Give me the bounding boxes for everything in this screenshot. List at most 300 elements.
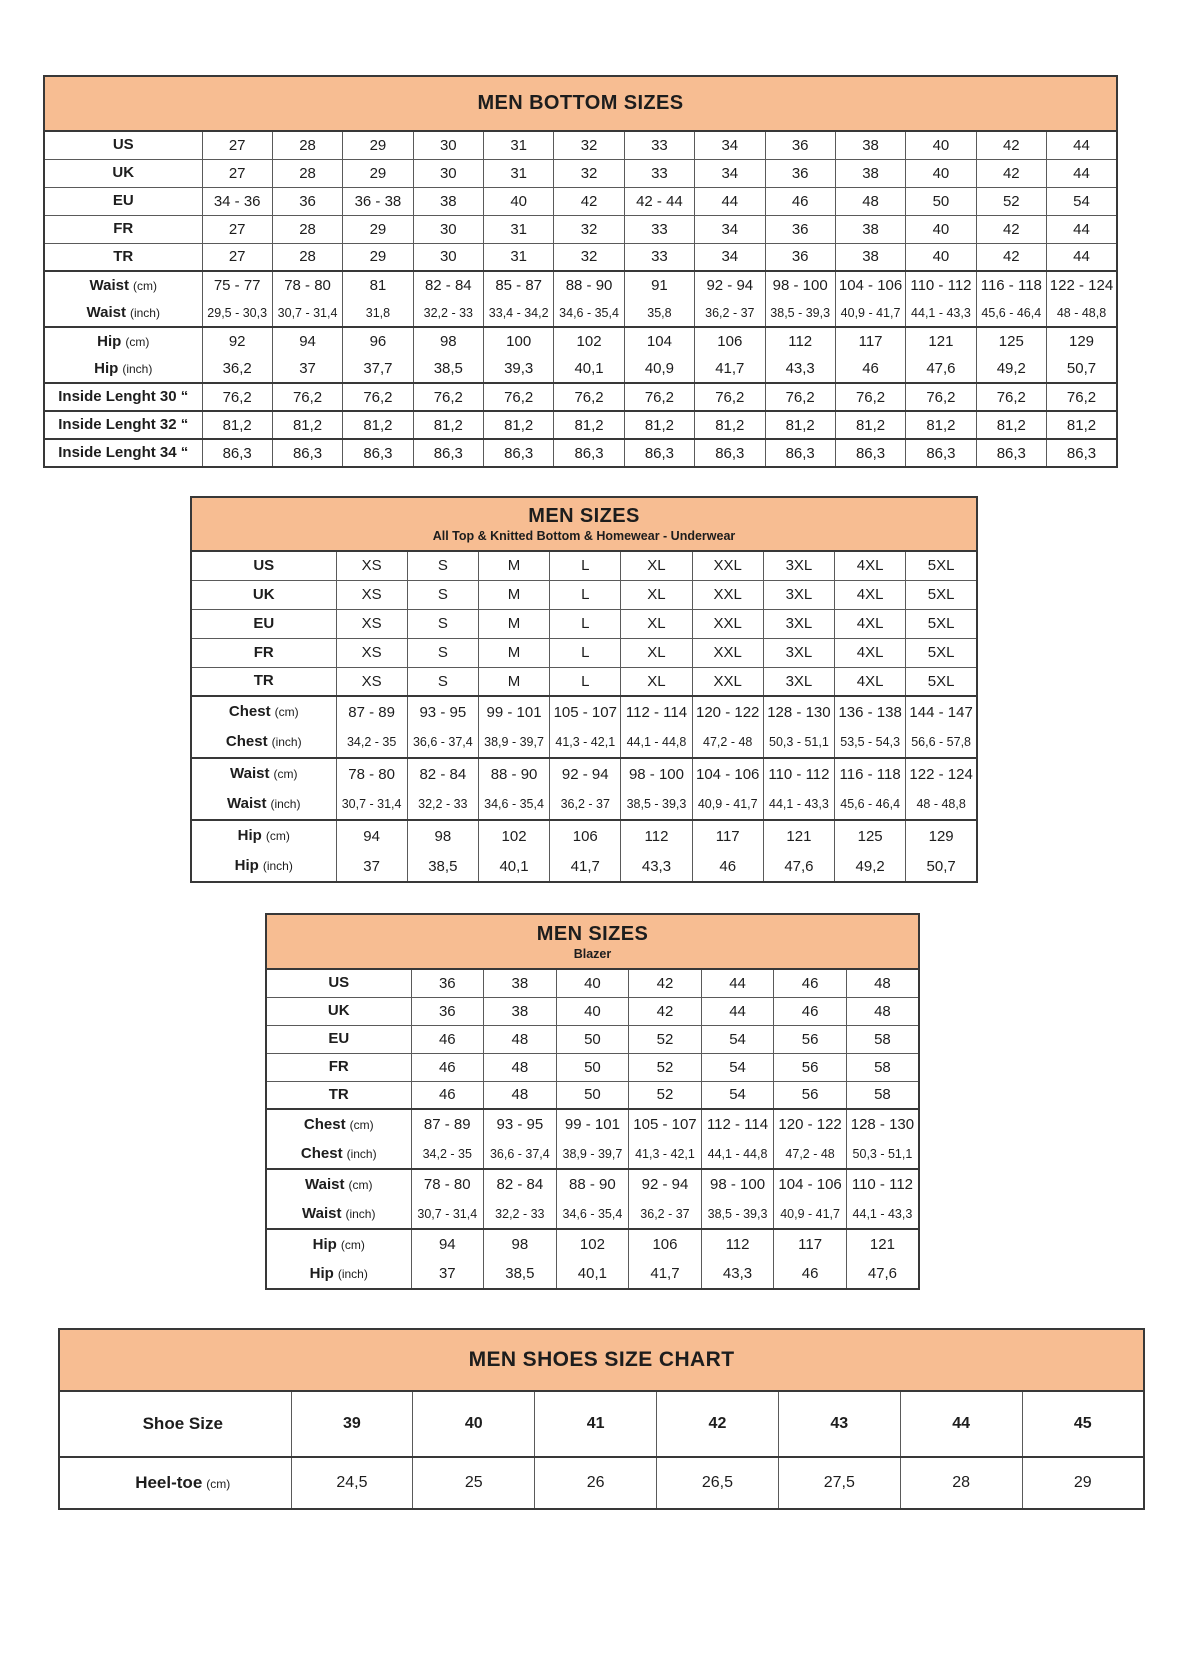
size-cell: S [407,609,478,638]
size-cell: 43 [778,1391,900,1457]
size-cell: S [407,667,478,696]
size-cell: 144 - 147 [906,696,977,727]
size-cell: 26 [535,1457,657,1509]
size-cell: 82 - 84 [413,271,483,299]
size-cell: 33 [624,159,694,187]
size-cell: 81,2 [202,411,272,439]
size-cell: 29 [343,215,413,243]
size-cell: 44,1 - 44,8 [701,1139,774,1169]
size-cell: 42 [976,131,1046,159]
table-row [44,131,1117,159]
size-cell: 26,5 [657,1457,779,1509]
size-cell: 38 [413,187,483,215]
row-label [44,215,202,243]
row-label-text: US [112,136,134,154]
size-cell: L [550,609,621,638]
size-cell: 24,5 [291,1457,413,1509]
size-cell: 31,8 [343,299,413,327]
row-label-text: TR [113,247,134,265]
row-label [44,271,202,299]
size-cell: 34,2 - 35 [336,727,407,758]
size-cell: M [478,580,549,609]
table-row [59,1457,1144,1509]
row-label [191,851,336,882]
table-row [266,997,919,1025]
row-label [266,969,411,997]
size-cell: 31 [484,243,554,271]
row-label-text: Waist [89,276,129,294]
size-cell: 25 [413,1457,535,1509]
size-cell: 37 [411,1259,484,1289]
size-cell: S [407,580,478,609]
row-label-unit: (cm) [265,829,290,843]
size-cell: 34 - 36 [202,187,272,215]
size-cell: 104 - 106 [692,758,763,789]
size-cell: 44 [900,1391,1022,1457]
size-cell: 76,2 [695,383,765,411]
size-cell: 81,2 [624,411,694,439]
row-label-text: FR [253,643,274,661]
row-label-text: FR [113,220,134,237]
table-row [191,851,977,882]
row-label [44,159,202,187]
size-cell: 86,3 [413,439,483,467]
size-cell: 38,5 - 39,3 [701,1199,774,1229]
size-cell: XL [621,667,692,696]
size-cell: 122 - 124 [906,758,977,789]
size-cell: 30,7 - 31,4 [336,789,407,820]
size-cell: 53,5 - 54,3 [835,727,906,758]
size-cell: 38,9 - 39,7 [478,727,549,758]
size-cell: 37 [336,851,407,882]
row-label [44,243,202,271]
row-label [191,551,336,580]
size-cell: 94 [336,820,407,851]
row-label-text: Hip [309,1264,334,1282]
size-cell: 120 - 122 [774,1109,847,1139]
row-label-unit: (inch) [262,859,293,873]
size-cell: 86,3 [343,439,413,467]
size-cell: 29 [343,131,413,159]
size-cell: 47,2 - 48 [692,727,763,758]
size-cell: M [478,667,549,696]
size-cell: 29,5 - 30,3 [202,299,272,327]
table-row [44,159,1117,187]
men-sizes-blazer-table [265,913,1200,1290]
size-cell: 5XL [906,551,977,580]
size-cell: 50,3 - 51,1 [846,1139,919,1169]
size-cell: 86,3 [624,439,694,467]
size-cell: 54 [701,1081,774,1109]
size-cell: 40,1 [478,851,549,882]
row-label [191,789,336,820]
size-cell: 5XL [906,667,977,696]
table-header-row [266,914,919,969]
size-cell: 44 [1047,243,1118,271]
row-label [266,997,411,1025]
size-cell: 31 [484,131,554,159]
size-cell: 36 [272,187,342,215]
size-cell: 3XL [763,638,834,667]
row-label-text: Heel-toe [135,1473,203,1492]
table-row [266,1169,919,1199]
size-cell: 122 - 124 [1047,271,1118,299]
size-cell: 85 - 87 [484,271,554,299]
size-cell: 106 [550,820,621,851]
size-cell: 46 [411,1053,484,1081]
size-cell: 38,5 [484,1259,557,1289]
table-row [191,580,977,609]
size-cell: 81 [343,271,413,299]
size-cell: 44 [695,187,765,215]
row-label-text: Chest [228,703,271,720]
size-cell: 56 [774,1025,847,1053]
row-label [266,1081,411,1109]
size-cell: 36 [765,159,835,187]
row-label [266,1199,411,1229]
size-cell: 36 [765,215,835,243]
size-cell: 104 - 106 [774,1169,847,1199]
size-cell: 48 [484,1081,557,1109]
size-cell: 40 [906,215,976,243]
size-cell: 36,6 - 37,4 [407,727,478,758]
size-cell: 88 - 90 [478,758,549,789]
size-cell: XXL [692,609,763,638]
size-cell: 32 [554,159,624,187]
size-cell: 3XL [763,551,834,580]
size-cell: 81,2 [413,411,483,439]
size-cell: 54 [701,1025,774,1053]
size-cell: 40 [906,243,976,271]
size-cell: 106 [695,327,765,355]
size-cell: L [550,667,621,696]
size-cell: 48 [846,997,919,1025]
size-cell: 81,2 [272,411,342,439]
size-cell: 86,3 [906,439,976,467]
size-cell: 38 [484,969,557,997]
size-cell: 98 [413,327,483,355]
size-cell: 42 [976,243,1046,271]
size-chart-page [0,75,1200,1510]
size-cell: 47,6 [846,1259,919,1289]
row-label-unit: (inch) [270,797,301,811]
row-label-unit: (inch) [345,1206,376,1221]
row-label-unit: (cm) [125,334,150,349]
table-row [191,789,977,820]
size-cell: 112 [701,1229,774,1259]
size-cell: L [550,551,621,580]
row-label [266,1229,411,1259]
size-cell: 128 - 130 [763,696,834,727]
size-cell: 44 [1047,159,1118,187]
size-cell: 46 [774,1259,847,1289]
table-row [266,1229,919,1259]
size-cell: 52 [629,1053,702,1081]
row-label-unit: (cm) [132,278,157,293]
size-cell: 47,2 - 48 [774,1139,847,1169]
size-cell: 81,2 [1047,411,1118,439]
size-cell: 41,3 - 42,1 [550,727,621,758]
size-cell: 45,6 - 46,4 [976,299,1046,327]
size-cell: 41,7 [629,1259,702,1289]
size-cell: 5XL [906,580,977,609]
row-label [266,1053,411,1081]
row-label-text: Hip [97,332,122,350]
size-cell: 40,9 - 41,7 [774,1199,847,1229]
size-cell: 46 [774,997,847,1025]
row-label-unit: (inch) [337,1266,368,1281]
size-cell: 106 [629,1229,702,1259]
size-cell: 38,9 - 39,7 [556,1139,629,1169]
size-cell: 30,7 - 31,4 [411,1199,484,1229]
row-label-text: Waist [302,1204,342,1222]
size-cell: 52 [976,187,1046,215]
size-cell: 58 [846,1081,919,1109]
size-cell: 44,1 - 44,8 [621,727,692,758]
row-label [191,820,336,851]
size-cell: 76,2 [202,383,272,411]
size-cell: XL [621,580,692,609]
size-cell: 120 - 122 [692,696,763,727]
row-label-text: EU [112,192,134,209]
size-cell: 37,7 [343,355,413,383]
size-cell: 4XL [835,580,906,609]
size-cell: 4XL [835,667,906,696]
size-cell: 54 [701,1053,774,1081]
size-cell: 92 - 94 [550,758,621,789]
size-cell: 121 [846,1229,919,1259]
size-cell: 42 [629,997,702,1025]
size-cell: 98 [407,820,478,851]
size-cell: 42 [976,159,1046,187]
size-cell: 44 [701,969,774,997]
size-cell: 110 - 112 [846,1169,919,1199]
row-label-text: Chest [303,1115,346,1133]
size-cell: 46 [411,1081,484,1109]
size-cell: 28 [272,215,342,243]
size-cell: 41,7 [695,355,765,383]
size-cell: L [550,580,621,609]
size-cell: 36,2 - 37 [629,1199,702,1229]
size-cell: XL [621,609,692,638]
size-cell: 30 [413,215,483,243]
size-cell: XL [621,551,692,580]
size-cell: 86,3 [976,439,1046,467]
size-cell: 54 [1047,187,1118,215]
size-cell: 82 - 84 [484,1169,557,1199]
size-cell: 36 [411,969,484,997]
size-cell: 29 [343,243,413,271]
row-label [44,327,202,355]
size-cell: 40,9 - 41,7 [835,299,905,327]
table-subtitle: Blazer [573,946,612,961]
size-cell: 46 [411,1025,484,1053]
row-label-text: Inside Lenght 30 “ [58,388,189,405]
size-cell: 40,1 [556,1259,629,1289]
row-label-text: Chest [225,733,268,750]
row-label-text: UK [252,585,275,603]
table-row [44,355,1117,383]
size-cell: 40,1 [554,355,624,383]
row-label [44,355,202,383]
size-cell: 40,9 [624,355,694,383]
row-label-unit: (cm) [274,705,299,719]
size-cell: 38,5 - 39,3 [765,299,835,327]
size-cell: 29 [343,159,413,187]
table-row [59,1391,1144,1457]
row-label-unit: (cm) [349,1117,374,1132]
size-cell: 98 - 100 [701,1169,774,1199]
table-row [191,667,977,696]
table-row [266,1081,919,1109]
size-cell: 48 - 48,8 [1047,299,1118,327]
size-cell: 49,2 [835,851,906,882]
size-cell: 50,7 [1047,355,1118,383]
size-cell: XS [336,667,407,696]
row-label-unit: (cm) [340,1237,365,1252]
size-cell: 78 - 80 [411,1169,484,1199]
size-cell: 46 [765,187,835,215]
table-subtitle: All Top & Knitted Bottom & Homewear - Underwear [432,529,736,543]
men-shoes-size-chart-grid [58,1328,1145,1510]
row-label [59,1391,291,1457]
size-cell: 3XL [763,667,834,696]
table-row [44,215,1117,243]
row-label [191,580,336,609]
men-shoes-size-chart-table [58,1328,1200,1510]
size-cell: 86,3 [272,439,342,467]
size-cell: 43,3 [621,851,692,882]
table-row [44,383,1117,411]
size-cell: 78 - 80 [272,271,342,299]
men-bottom-sizes-grid [43,75,1118,468]
size-cell: 104 - 106 [835,271,905,299]
size-cell: 76,2 [906,383,976,411]
size-cell: 34 [695,215,765,243]
row-label-text: Hip [237,827,262,844]
size-cell: 34,6 - 35,4 [556,1199,629,1229]
size-cell: 117 [692,820,763,851]
size-cell: 92 - 94 [629,1169,702,1199]
row-label-text: US [328,974,350,992]
row-label [59,1457,291,1509]
size-cell: S [407,551,478,580]
size-cell: 50,7 [906,851,977,882]
size-cell: 56 [774,1081,847,1109]
size-cell: 82 - 84 [407,758,478,789]
size-cell: 129 [906,820,977,851]
size-cell: 32 [554,243,624,271]
row-label [191,696,336,727]
size-cell: 45 [1022,1391,1144,1457]
size-cell: 47,6 [906,355,976,383]
size-cell: 98 - 100 [621,758,692,789]
row-label-text: Waist [305,1175,345,1193]
size-cell: 117 [774,1229,847,1259]
size-cell: 116 - 118 [835,758,906,789]
size-cell: 34 [695,243,765,271]
size-cell: 27 [202,159,272,187]
size-cell: 121 [763,820,834,851]
size-cell: 38 [835,159,905,187]
size-cell: 125 [835,820,906,851]
table-row [44,327,1117,355]
row-label-text: Inside Lenght 34 “ [58,444,189,461]
table-title: MEN SIZES [528,505,640,527]
size-cell: 41,7 [550,851,621,882]
row-label [44,439,202,467]
table-row [191,638,977,667]
row-label-unit: (cm) [273,767,298,781]
size-cell: 86,3 [484,439,554,467]
size-cell: 39 [291,1391,413,1457]
size-cell: 86,3 [202,439,272,467]
size-cell: 38 [835,215,905,243]
row-label-text: UK [327,1002,350,1019]
size-cell: 81,2 [835,411,905,439]
size-cell: 76,2 [1047,383,1118,411]
row-label-unit: (inch) [122,361,153,376]
size-cell: 58 [846,1025,919,1053]
row-label-unit: (inch) [346,1146,377,1161]
size-cell: 56,6 - 57,8 [906,727,977,758]
row-label-text: Chest [300,1144,343,1162]
table-row [44,299,1117,327]
size-cell: 31 [484,215,554,243]
size-cell: 46 [774,969,847,997]
size-cell: 34 [695,159,765,187]
size-cell: 33 [624,131,694,159]
row-label-text: Waist [227,795,267,812]
table-title: MEN SHOES SIZE CHART [468,1348,735,1371]
size-cell: XS [336,638,407,667]
table-row [266,969,919,997]
size-cell: 76,2 [554,383,624,411]
size-cell: 50 [556,1025,629,1053]
table-header [44,76,1117,131]
table-header [59,1329,1144,1391]
size-cell: 46 [835,355,905,383]
table-row [191,758,977,789]
size-cell: 27 [202,215,272,243]
table-row [191,551,977,580]
size-cell: 49,2 [976,355,1046,383]
row-label [266,1109,411,1139]
size-cell: 27 [202,243,272,271]
row-label-text: UK [112,164,135,181]
row-label-text: Hip [312,1235,337,1253]
size-cell: 102 [556,1229,629,1259]
size-cell: 92 - 94 [695,271,765,299]
men-bottom-sizes-table [43,75,1200,468]
size-cell: 42 - 44 [624,187,694,215]
size-cell: 41 [535,1391,657,1457]
size-cell: 40 [556,997,629,1025]
size-cell: 36 [765,131,835,159]
size-cell: XXL [692,667,763,696]
size-cell: M [478,638,549,667]
size-cell: 34,2 - 35 [411,1139,484,1169]
size-cell: 36 [765,243,835,271]
table-row [44,439,1117,467]
size-cell: 91 [624,271,694,299]
men-sizes-top-underwear-table [190,496,1200,883]
size-cell: 33 [624,215,694,243]
size-cell: 3XL [763,609,834,638]
table-row [191,696,977,727]
size-cell: 39,3 [484,355,554,383]
size-cell: XS [336,551,407,580]
